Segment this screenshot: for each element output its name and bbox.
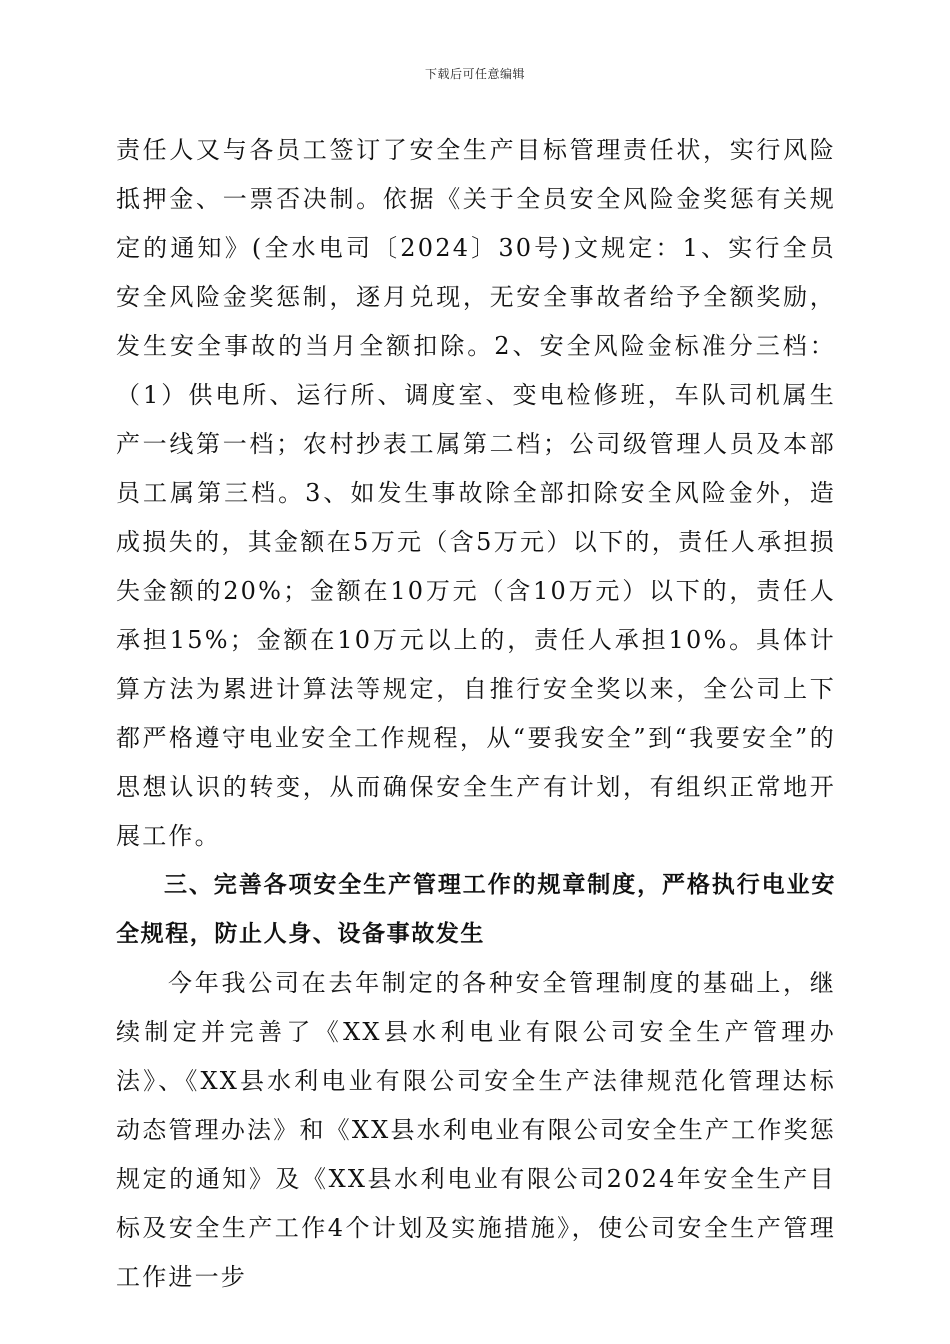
- section-heading-3: 三、完善各项安全生产管理工作的规章制度，严格执行电业安全规程，防止人身、设备事故发生: [116, 872, 836, 947]
- body-paragraph-1: 责任人又与各员工签订了安全生产目标管理责任状，实行风险抵押金、一票否决制。依据《关于全员安全风险金奖惩有关规定的通知》(全水电司〔2024〕30号)文规定：1、实行全员安全风险金奖惩制，逐月兑现，无安全事故者给予全额奖励，发生安全事故的当月全额扣除。2、安全风险金标准分三档：（1）供电所、运行所、调度室、变电检修班，车队司机属生产一线第一档；农村抄表工属第二档；公司级管理人员及本部员工属第三档。3、如发生事故除全部扣除安全风险金外，造成损失的，其金额在5万元（含5万元）以下的，责任人承担损失金额的20%；金额在10万元（含10万元）以下的，责任人承担15%；金额在10万元以上的，责任人承担10%。具体计算方法为累进计算法等规定，自推行安全奖以来，全公司上下都严格遵守电业安全工作规程，从“要我安全”到“我要安全”的思想认识的转变，从而确保安全生产有计划，有组织正常地开展工作。: [116, 136, 836, 850]
- body-paragraph-2: 今年我公司在去年制定的各种安全管理制度的基础上，继续制定并完善了《XX县水利电业有限公司安全生产管理办法》、《XX县水利电业有限公司安全生产法律规范化管理达标动态管理办法》和《XX县水利电业有限公司安全生产工作奖惩规定的通知》及《XX县水利电业有限公司2024年安全生产目标及安全生产工作4个计划及实施措施》，使公司安全生产管理工作进一步: [116, 969, 836, 1291]
- header-note: 下载后可任意编辑: [424, 67, 525, 81]
- document-body: [116, 126, 836, 1302]
